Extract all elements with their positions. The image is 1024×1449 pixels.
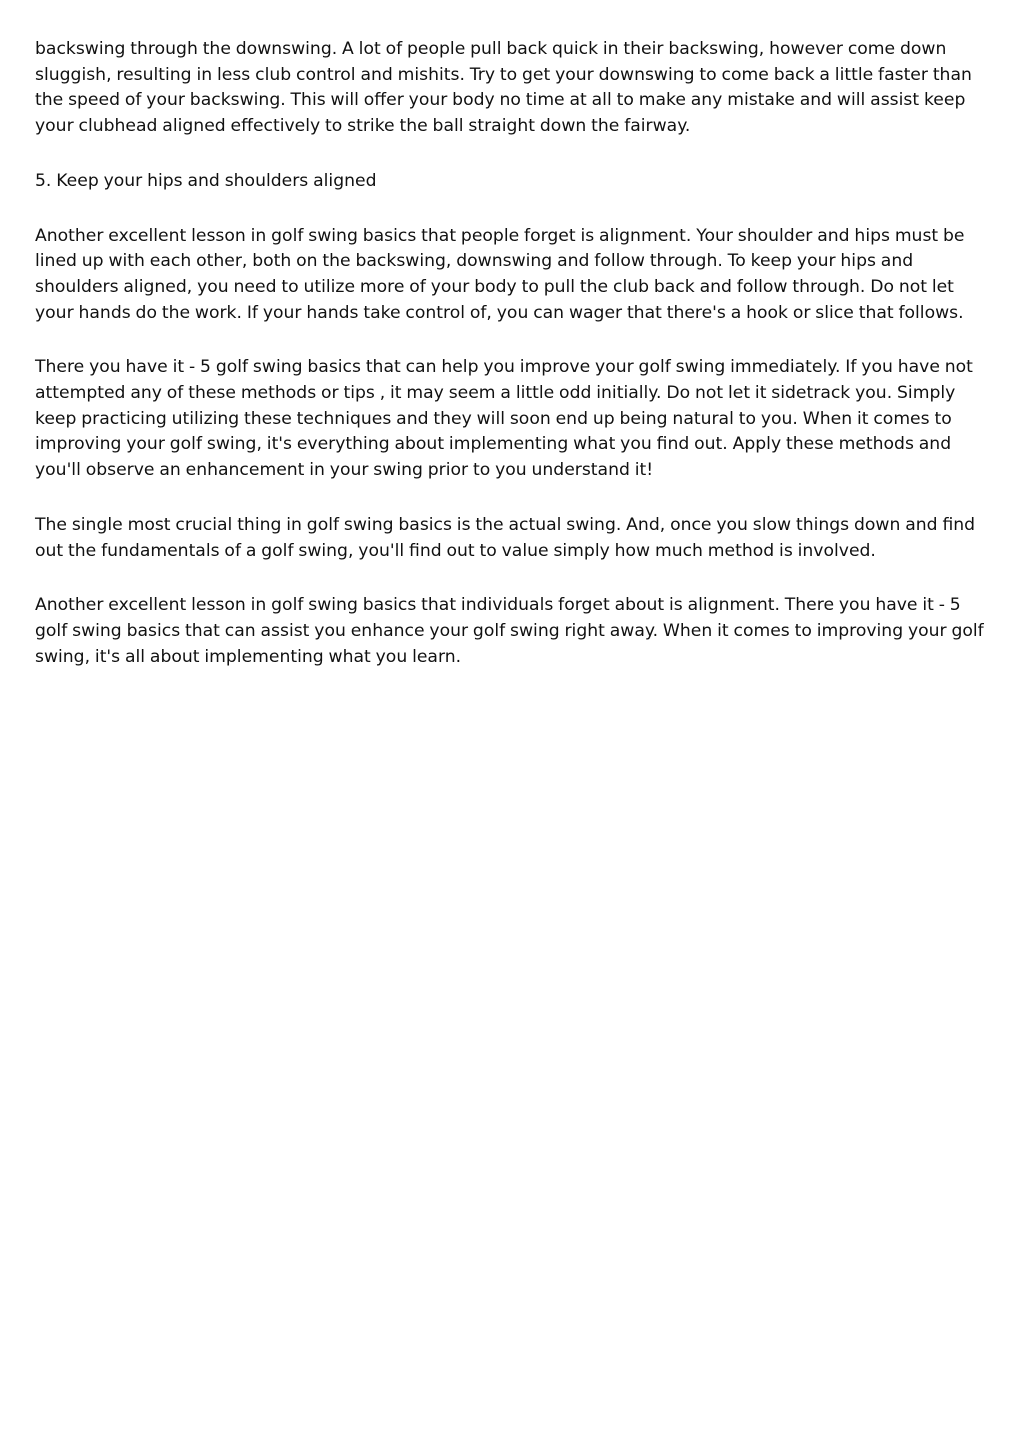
paragraph-downswing-speed: backswing through the downswing. A lot of people pull back quick in their backswing, however come down sluggish, resulting in less club control and mishits. Try to get your downswing to come back a little faster than the speed of your backswing. This will offer your body no time at all to make any mistake and will assist keep your clubhead aligned effectively to strike the ball straight down the fairway.	[35, 39, 972, 137]
document-page	[35, 37, 995, 699]
paragraph-alignment: Another excellent lesson in golf swing basics that people forget is alignment. Your shoulder and hips must be lined up with each other, both on the backswing, downswing and follow through. To keep your hips and shoulders aligned, you need to utilize more of your body to pull the club back and follow through. Do not let your hands do the work. If your hands take control of, you can wager that there's a hook or slice that follows.	[35, 225, 965, 323]
paragraph-summary: There you have it - 5 golf swing basics that can help you improve your golf swing immediately. If you have not attempted any of these methods or tips , it may seem a little odd initially. Do not let it sidetrack you. Simply keep practicing utilizing these techniques and they will soon end up being natural to you. When it comes to improving your golf swing, it's everything about implementing what you find out. Apply these methods and you'll observe an enhancement in your swing prior to you understand it!	[35, 357, 973, 481]
section-heading-hips-shoulders: 5. Keep your hips and shoulders aligned	[35, 170, 377, 191]
paragraph-closing: Another excellent lesson in golf swing basics that individuals forget about is alignment. There you have it - 5 golf swing basics that can assist you enhance your golf swing right away. When it comes to improving your golf swing, it's all about implementing what you learn.	[35, 595, 984, 667]
paragraph-actual-swing: The single most crucial thing in golf swing basics is the actual swing. And, once you slow things down and find out the fundamentals of a golf swing, you'll find out to value simply how much method is involved.	[35, 514, 976, 561]
